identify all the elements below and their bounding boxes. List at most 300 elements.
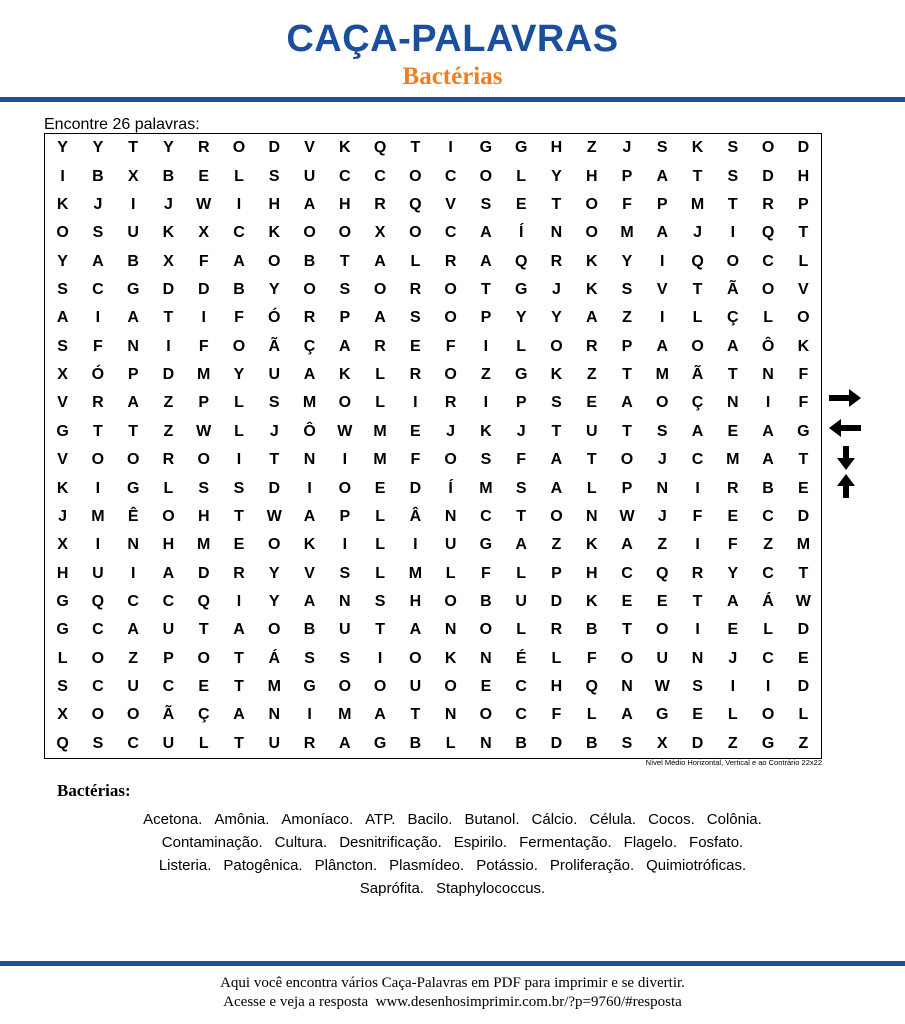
grid-cell: U bbox=[127, 224, 139, 242]
grid-cell: I bbox=[660, 309, 665, 327]
grid-cell: J bbox=[693, 224, 702, 242]
grid-cell: C bbox=[162, 678, 175, 696]
grid-cell: X bbox=[198, 224, 210, 242]
grid-cell: C bbox=[162, 592, 175, 610]
grid-cell: H bbox=[550, 678, 563, 696]
word-list-item: ATP. bbox=[365, 811, 396, 828]
grid-cell: Q bbox=[585, 678, 598, 696]
grid-cell: Â bbox=[409, 507, 422, 525]
grid-cell: J bbox=[728, 649, 738, 667]
grid-cell: T bbox=[163, 309, 174, 327]
grid-cell: C bbox=[374, 167, 386, 185]
grid-cell: X bbox=[57, 366, 68, 384]
grid-cell: A bbox=[691, 422, 704, 440]
grid-cell: E bbox=[656, 592, 668, 610]
grid-cell: Y bbox=[57, 139, 68, 157]
grid-cell: O bbox=[126, 451, 140, 469]
grid-cell: S bbox=[268, 394, 280, 412]
grid-cell: F bbox=[481, 564, 491, 582]
grid-cell: L bbox=[198, 734, 209, 752]
grid-cell: Y bbox=[621, 252, 633, 270]
grid-cell: S bbox=[374, 592, 386, 610]
grid-cell: R bbox=[691, 564, 704, 582]
grid-cell: C bbox=[444, 167, 457, 185]
grid-cell: P bbox=[621, 167, 633, 185]
grid-cell: Ã bbox=[727, 280, 739, 298]
grid-cell: A bbox=[339, 337, 351, 355]
grid-cell: A bbox=[621, 394, 633, 412]
grid-cell: X bbox=[656, 734, 668, 752]
grid-cell: P bbox=[163, 649, 174, 667]
grid-cell: T bbox=[551, 195, 562, 213]
grid-cell: O bbox=[620, 451, 634, 469]
grid-cell: U bbox=[444, 536, 457, 554]
grid-cell: I bbox=[307, 479, 312, 497]
grid-cell: R bbox=[233, 564, 245, 582]
grid-cell: W bbox=[266, 507, 282, 525]
grid-cell: F bbox=[445, 337, 456, 355]
grid-cell: X bbox=[57, 536, 68, 554]
grid-cell: H bbox=[197, 507, 210, 525]
grid-cell: D bbox=[797, 621, 810, 639]
grid-cell: P bbox=[515, 394, 527, 412]
grid-cell: L bbox=[57, 649, 68, 667]
grid-cell: N bbox=[444, 507, 457, 525]
grid-cell: E bbox=[515, 195, 527, 213]
grid-cell: A bbox=[656, 337, 669, 355]
grid-cell: R bbox=[303, 734, 316, 752]
grid-cell: S bbox=[621, 734, 633, 752]
grid-cell: O bbox=[479, 621, 493, 639]
grid-cell: J bbox=[93, 195, 103, 213]
grid-cell: O bbox=[726, 252, 740, 270]
grid-cell: F bbox=[622, 195, 632, 213]
grid-cell: M bbox=[408, 564, 423, 582]
grid-cell: I bbox=[765, 678, 771, 696]
grid-cell: A bbox=[303, 195, 316, 213]
grid-cell: I bbox=[130, 564, 136, 582]
grid-cell: A bbox=[127, 621, 139, 639]
grid-cell: R bbox=[727, 479, 739, 497]
grid-cell: L bbox=[516, 167, 527, 185]
grid-cell: O bbox=[91, 649, 105, 667]
grid-cell: M bbox=[338, 706, 352, 724]
grid-cell: U bbox=[585, 422, 598, 440]
grid-cell: S bbox=[233, 479, 245, 497]
grid-cell: G bbox=[56, 592, 69, 610]
grid-cell: D bbox=[797, 507, 810, 525]
grid-cell: I bbox=[307, 706, 312, 724]
grid-cell: G bbox=[56, 422, 69, 440]
word-list-item: Acetona. bbox=[143, 811, 203, 828]
grid-cell: A bbox=[621, 536, 633, 554]
grid-cell: H bbox=[339, 195, 351, 213]
grid-cell: O bbox=[444, 280, 457, 298]
grid-cell: A bbox=[127, 394, 139, 412]
grid-cell: S bbox=[57, 678, 68, 696]
grid-cell: W bbox=[196, 422, 212, 440]
grid-cell: L bbox=[234, 394, 244, 412]
grid-cell: N bbox=[550, 224, 563, 242]
grid-cell: E bbox=[621, 592, 633, 610]
grid-cell: K bbox=[585, 536, 598, 554]
grid-cell: E bbox=[480, 678, 492, 696]
grid-cell: C bbox=[762, 252, 774, 270]
grid-cell: H bbox=[585, 564, 598, 582]
grid-cell: R bbox=[409, 280, 422, 298]
word-list bbox=[40, 808, 865, 900]
word-list-item: Espirilo. bbox=[453, 834, 508, 851]
grid-cell: A bbox=[339, 734, 351, 752]
grid-cell: Q bbox=[91, 592, 105, 610]
grid-cell: F bbox=[586, 649, 597, 667]
grid-cell: C bbox=[92, 621, 104, 639]
grid-cell: T bbox=[551, 422, 562, 440]
grid-cell: A bbox=[233, 621, 245, 639]
grid-cell: G bbox=[797, 422, 810, 440]
grid-cell: Ç bbox=[727, 309, 739, 327]
grid-cell: D bbox=[162, 280, 175, 298]
grid-cell: Ô bbox=[761, 337, 775, 355]
grid-cell: H bbox=[409, 592, 422, 610]
grid-cell: L bbox=[516, 564, 527, 582]
grid-cell: R bbox=[303, 309, 316, 327]
grid-cell: T bbox=[198, 621, 209, 639]
word-list-line bbox=[40, 877, 865, 900]
grid-cell: O bbox=[409, 649, 422, 667]
grid-cell: D bbox=[197, 564, 210, 582]
grid-cell: I bbox=[377, 649, 383, 667]
grid-cell: F bbox=[198, 337, 209, 355]
grid-cell: C bbox=[92, 280, 104, 298]
grid-cell: D bbox=[762, 167, 774, 185]
grid-cell: R bbox=[92, 394, 104, 412]
grid-cell: E bbox=[198, 167, 210, 185]
grid-cell: K bbox=[339, 139, 351, 157]
grid-cell: F bbox=[234, 309, 244, 327]
grid-cell: V bbox=[304, 564, 315, 582]
grid-cell: K bbox=[585, 280, 598, 298]
word-list-item: Patogênica. bbox=[223, 857, 303, 874]
grid-cell: W bbox=[795, 592, 811, 610]
grid-cell: K bbox=[480, 422, 492, 440]
grid-cell: Y bbox=[268, 280, 280, 298]
grid-cell: N bbox=[762, 366, 774, 384]
grid-cell: V bbox=[798, 280, 809, 298]
grid-cell: Y bbox=[727, 564, 739, 582]
grid-cell: H bbox=[56, 564, 69, 582]
word-list-item: Amoníaco. bbox=[281, 811, 354, 828]
word-list-item: Proliferação. bbox=[549, 857, 635, 874]
grid-cell: M bbox=[690, 195, 705, 213]
grid-cell: Ã bbox=[691, 366, 704, 384]
grid-cell: O bbox=[268, 536, 281, 554]
grid-cell: G bbox=[126, 280, 140, 298]
grid-cell: J bbox=[622, 139, 632, 157]
grid-cell: A bbox=[727, 337, 739, 355]
grid-cell: K bbox=[691, 139, 704, 157]
grid-cell: A bbox=[409, 621, 422, 639]
grid-cell: C bbox=[762, 564, 774, 582]
grid-cell: B bbox=[233, 280, 245, 298]
grid-cell: A bbox=[727, 592, 739, 610]
grid-cell: L bbox=[445, 564, 456, 582]
grid-cell: B bbox=[303, 252, 316, 270]
grid-cell: E bbox=[410, 337, 421, 355]
arrow-down-icon bbox=[836, 445, 856, 471]
grid-cell: K bbox=[303, 536, 316, 554]
grid-cell: S bbox=[339, 564, 351, 582]
grid-cell: O bbox=[444, 678, 457, 696]
grid-cell: O bbox=[444, 309, 457, 327]
grid-cell: O bbox=[409, 167, 422, 185]
grid-cell: O bbox=[444, 366, 457, 384]
grid-cell: N bbox=[444, 621, 457, 639]
grid-cell: Y bbox=[233, 366, 245, 384]
page-title: CAÇA-PALAVRAS bbox=[286, 18, 619, 60]
grid-cell: U bbox=[92, 564, 104, 582]
grid-cell: M bbox=[796, 536, 811, 554]
grid-cell: A bbox=[480, 224, 492, 242]
footer-line-1: Aqui você encontra vários Caça-Palavras em PDF para imprimir e se divertir. bbox=[220, 975, 685, 991]
grid-cell: D bbox=[268, 479, 281, 497]
grid-cell: Y bbox=[57, 252, 68, 270]
grid-cell: G bbox=[656, 706, 669, 724]
grid-cell: T bbox=[481, 280, 491, 298]
grid-cell: O bbox=[303, 280, 316, 298]
grid-cell: Q bbox=[514, 252, 528, 270]
grid-cell: L bbox=[798, 706, 809, 724]
grid-cell: G bbox=[514, 280, 528, 298]
grid-cell: Ã bbox=[268, 337, 281, 355]
grid-cell: Á bbox=[268, 649, 281, 667]
grid-cell: S bbox=[410, 309, 421, 327]
grid-cell: R bbox=[762, 195, 774, 213]
grid-cell: O bbox=[91, 451, 105, 469]
grid-cell: L bbox=[586, 706, 597, 724]
grid-cell: F bbox=[727, 536, 738, 554]
grid-cell: I bbox=[448, 139, 453, 157]
grid-cell: I bbox=[236, 195, 242, 213]
grid-cell: Q bbox=[409, 195, 422, 213]
grid-cell: T bbox=[586, 451, 597, 469]
grid-cell: G bbox=[479, 536, 493, 554]
grid-cell: E bbox=[410, 422, 421, 440]
grid-cell: Z bbox=[163, 394, 174, 412]
grid-cell: O bbox=[268, 252, 281, 270]
grid-cell: R bbox=[162, 451, 175, 469]
grid-cell: O bbox=[126, 706, 140, 724]
grid-cell: T bbox=[234, 649, 244, 667]
grid-cell: A bbox=[656, 167, 669, 185]
grid-cell: I bbox=[730, 224, 736, 242]
grid-cell: T bbox=[234, 678, 244, 696]
page-subtitle: Bactérias bbox=[402, 63, 503, 90]
grid-cell: Á bbox=[762, 592, 774, 610]
grid-cell: S bbox=[692, 678, 703, 696]
grid-cell: G bbox=[126, 479, 140, 497]
grid-cell: T bbox=[234, 734, 244, 752]
grid-cell: E bbox=[198, 678, 210, 696]
grid-cell: O bbox=[691, 337, 704, 355]
grid-cell: F bbox=[798, 366, 809, 384]
grid-cell: D bbox=[691, 734, 704, 752]
grid-cell: T bbox=[622, 621, 632, 639]
grid-cell: Y bbox=[92, 139, 104, 157]
grid-cell: O bbox=[338, 678, 352, 696]
grid-cell: I bbox=[695, 479, 700, 497]
grid-cell: X bbox=[127, 167, 139, 185]
grid-cell: S bbox=[727, 139, 739, 157]
grid-cell: I bbox=[95, 479, 101, 497]
grid-cell: M bbox=[373, 422, 387, 440]
grid-cell: Z bbox=[586, 139, 597, 157]
grid-cell: O bbox=[479, 706, 493, 724]
word-list-item: Colônia. bbox=[706, 811, 762, 828]
grid-cell: S bbox=[57, 337, 68, 355]
grid-cell: J bbox=[551, 280, 561, 298]
grid-cell: Ç bbox=[691, 394, 704, 412]
arrow-left-icon bbox=[828, 418, 862, 438]
grid-cell: N bbox=[127, 536, 139, 554]
grid-cell: I bbox=[695, 536, 700, 554]
grid-cell: I bbox=[60, 167, 65, 185]
grid-cell: O bbox=[444, 451, 457, 469]
grid-cell: W bbox=[619, 507, 635, 525]
instruction-text: Encontre 26 palavras: bbox=[44, 116, 200, 133]
grid-cell: B bbox=[92, 167, 104, 185]
grid-cell: K bbox=[56, 195, 69, 213]
grid-cell: A bbox=[374, 706, 386, 724]
grid-cell: E bbox=[727, 621, 739, 639]
grid-cell: U bbox=[303, 167, 316, 185]
grid-cell: L bbox=[375, 564, 385, 582]
grid-cell: T bbox=[93, 422, 103, 440]
grid-cell: N bbox=[480, 649, 492, 667]
grid-cell: G bbox=[479, 139, 493, 157]
grid-cell: L bbox=[763, 309, 773, 327]
grid-cell: E bbox=[798, 649, 809, 667]
grid-cell: Z bbox=[481, 366, 491, 384]
grid-cell: F bbox=[798, 394, 809, 412]
grid-cell: U bbox=[656, 649, 669, 667]
grid-cell: Z bbox=[163, 422, 174, 440]
grid-cell: A bbox=[303, 507, 316, 525]
grid-cell: I bbox=[765, 394, 771, 412]
grid-cell: O bbox=[338, 394, 352, 412]
grid-cell: M bbox=[197, 366, 211, 384]
word-list-item: Fermentação. bbox=[519, 834, 612, 851]
word-list-item: Fosfato. bbox=[689, 834, 744, 851]
grid-cell: O bbox=[761, 706, 775, 724]
grid-cell: D bbox=[197, 280, 210, 298]
grid-cell: O bbox=[373, 280, 387, 298]
grid-cell: N bbox=[656, 479, 669, 497]
grid-cell: E bbox=[692, 706, 703, 724]
grid-cell: C bbox=[762, 507, 774, 525]
grid-cell: J bbox=[58, 507, 68, 525]
grid-cell: C bbox=[339, 167, 351, 185]
grid-cell: Q bbox=[373, 139, 387, 157]
grid-cell: E bbox=[727, 422, 739, 440]
grid-cell: J bbox=[446, 422, 456, 440]
grid-cell: Ê bbox=[127, 507, 139, 525]
grid-cell: A bbox=[621, 706, 633, 724]
grid-cell: M bbox=[197, 536, 211, 554]
word-list-item: Quimiotróficas. bbox=[646, 857, 747, 874]
grid-cell: I bbox=[236, 592, 242, 610]
grid-cell: Y bbox=[551, 309, 562, 327]
grid-cell: P bbox=[127, 366, 139, 384]
grid-cell: S bbox=[268, 167, 280, 185]
grid-cell: P bbox=[621, 479, 633, 497]
grid-cell: O bbox=[373, 678, 387, 696]
grid-cell: F bbox=[692, 507, 703, 525]
grid-cell: D bbox=[162, 366, 175, 384]
grid-cell: I bbox=[483, 394, 489, 412]
grid-cell: O bbox=[303, 224, 316, 242]
grid-cell: S bbox=[57, 280, 68, 298]
grid-cell: U bbox=[268, 734, 281, 752]
grid-cell: G bbox=[56, 621, 69, 639]
grid-cell: W bbox=[196, 195, 212, 213]
grid-cell: C bbox=[691, 451, 704, 469]
word-list-item: Cocos. bbox=[648, 811, 695, 828]
grid-cell: C bbox=[621, 564, 633, 582]
grid-cell: T bbox=[516, 507, 527, 525]
grid-cell: Í bbox=[448, 479, 453, 497]
top-divider bbox=[0, 97, 905, 102]
grid-cell: G bbox=[514, 139, 528, 157]
grid-cell: U bbox=[339, 621, 351, 639]
grid-cell: G bbox=[514, 366, 528, 384]
grid-cell: M bbox=[479, 479, 493, 497]
grid-cell: K bbox=[585, 592, 598, 610]
grid-cell: W bbox=[654, 678, 670, 696]
grid-cell: M bbox=[620, 224, 634, 242]
grid-cell: I bbox=[413, 536, 418, 554]
grid-cell: N bbox=[691, 649, 704, 667]
grid-cell: M bbox=[655, 366, 669, 384]
grid-cell: H bbox=[162, 536, 175, 554]
grid-cell: R bbox=[550, 252, 563, 270]
grid-cell: M bbox=[302, 394, 317, 412]
grid-cell: N bbox=[268, 706, 281, 724]
grid-cell: L bbox=[516, 621, 527, 639]
grid-cell: N bbox=[127, 337, 139, 355]
grid-cell: F bbox=[516, 451, 527, 469]
grid-cell: S bbox=[621, 280, 633, 298]
grid-cell: R bbox=[444, 252, 457, 270]
grid-cell: X bbox=[163, 252, 174, 270]
grid-cell: N bbox=[444, 706, 457, 724]
grid-cell: S bbox=[304, 649, 315, 667]
grid-cell: X bbox=[57, 706, 68, 724]
grid-cell: F bbox=[198, 252, 209, 270]
word-list-item: Cálcio. bbox=[531, 811, 578, 828]
grid-cell: L bbox=[727, 706, 738, 724]
grid-cell: O bbox=[550, 507, 563, 525]
grid-cell: T bbox=[410, 706, 421, 724]
grid-cell: D bbox=[550, 734, 563, 752]
grid-cell: I bbox=[483, 337, 489, 355]
grid-cell: O bbox=[409, 224, 422, 242]
grid-cell: A bbox=[303, 366, 316, 384]
grid-cell: O bbox=[232, 337, 246, 355]
grid-cell: C bbox=[444, 224, 457, 242]
grid-cell: P bbox=[656, 195, 668, 213]
grid-cell: Í bbox=[518, 224, 524, 242]
